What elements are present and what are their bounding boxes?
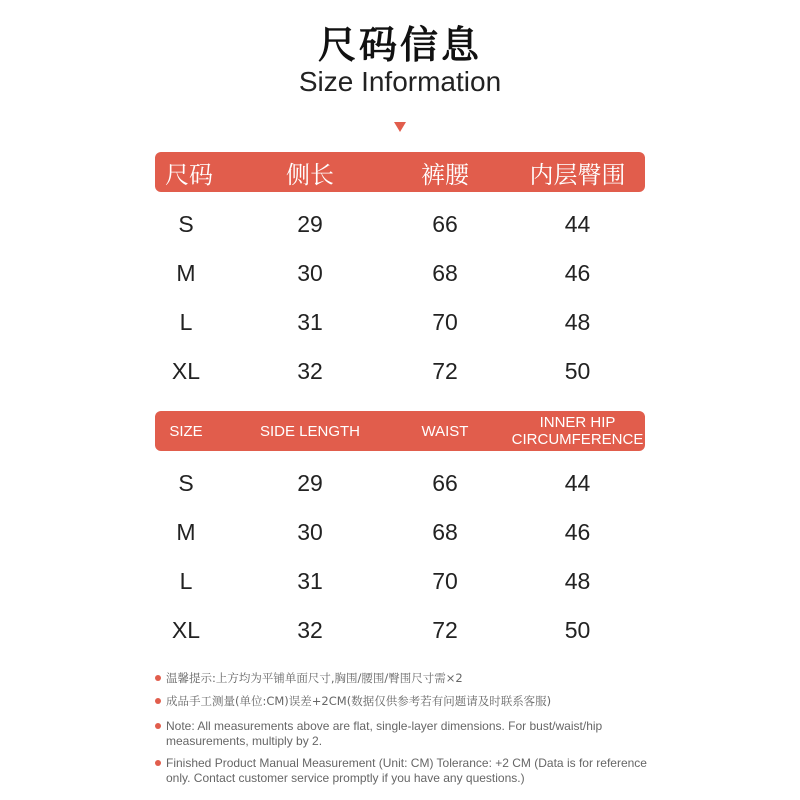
cell-inner-hip: 48: [564, 568, 591, 594]
header-side-length: 侧长: [286, 160, 334, 189]
table-row: [155, 204, 645, 244]
table-row: [155, 302, 645, 342]
table-row: [155, 463, 645, 503]
bullet-dot-icon: [155, 698, 161, 704]
note-text: 温馨提示:上方均为平铺单面尺寸,胸围/腰围/臀围尺寸需×2: [166, 671, 463, 685]
cell-side-length: 30: [297, 260, 323, 286]
note-item: [155, 671, 666, 686]
cell-side-length: 31: [297, 309, 323, 335]
bullet-dot-icon: [155, 760, 161, 766]
cell-inner-hip: 50: [564, 358, 591, 384]
header-size: 尺码: [165, 160, 213, 189]
note-item: [155, 694, 666, 709]
size-table-header-chinese: [155, 152, 645, 192]
cell-size: L: [179, 309, 193, 335]
cell-size: S: [178, 470, 194, 496]
cell-inner-hip: 46: [564, 260, 591, 286]
table-row: [155, 253, 645, 293]
header-size: SIZE: [169, 422, 203, 440]
cell-side-length: 29: [297, 211, 323, 237]
header-inner-hip: INNER HIP CIRCUMFERENCE: [511, 414, 644, 448]
cell-size: S: [178, 211, 194, 237]
cell-inner-hip: 50: [564, 617, 591, 643]
cell-side-length: 32: [297, 617, 323, 643]
table-row: [155, 351, 645, 391]
cell-size: L: [179, 568, 193, 594]
cell-inner-hip: 44: [564, 470, 591, 496]
note-text: Finished Product Manual Measurement (Unit: CM) Tolerance: +2 CM (Data is for reference only. Contact customer service promptly if you have any questions.): [166, 756, 647, 785]
cell-size: M: [176, 519, 196, 545]
size-table-header-english: [155, 411, 645, 451]
cell-waist: 68: [432, 519, 458, 545]
cell-waist: 72: [432, 617, 458, 643]
cell-side-length: 32: [297, 358, 323, 384]
cell-side-length: 29: [297, 470, 323, 496]
cell-waist: 68: [432, 260, 458, 286]
note-item: [155, 756, 666, 786]
note-text: 成品手工测量(单位:CM)误差+2CM(数据仅供参考若有问题请及时联系客服): [166, 694, 552, 708]
cell-waist: 66: [432, 211, 458, 237]
cell-waist: 70: [432, 309, 458, 335]
page-title-english: Size Information: [298, 66, 502, 97]
table-row: [155, 610, 645, 650]
bullet-dot-icon: [155, 675, 161, 681]
table-row: [155, 512, 645, 552]
down-arrow-icon: [394, 122, 406, 132]
cell-side-length: 30: [297, 519, 323, 545]
cell-size: M: [176, 260, 196, 286]
cell-waist: 66: [432, 470, 458, 496]
header-waist: 裤腰: [421, 160, 469, 189]
cell-inner-hip: 48: [564, 309, 591, 335]
note-text: Note: All measurements above are flat, single-layer dimensions. For bust/waist/hip measurements, multiply by 2.: [166, 719, 603, 748]
page-title-chinese: 尺码信息: [317, 23, 482, 67]
cell-side-length: 31: [297, 568, 323, 594]
cell-size: XL: [171, 617, 201, 643]
bullet-dot-icon: [155, 723, 161, 729]
cell-size: XL: [171, 358, 201, 384]
note-item: [155, 719, 666, 749]
cell-inner-hip: 46: [564, 519, 591, 545]
table-row: [155, 561, 645, 601]
cell-inner-hip: 44: [564, 211, 591, 237]
header-waist: WAIST: [421, 422, 469, 440]
cell-waist: 70: [432, 568, 458, 594]
header-side-length: SIDE LENGTH: [259, 422, 361, 440]
cell-waist: 72: [432, 358, 458, 384]
header-inner-hip: 内层臀围: [529, 160, 626, 189]
